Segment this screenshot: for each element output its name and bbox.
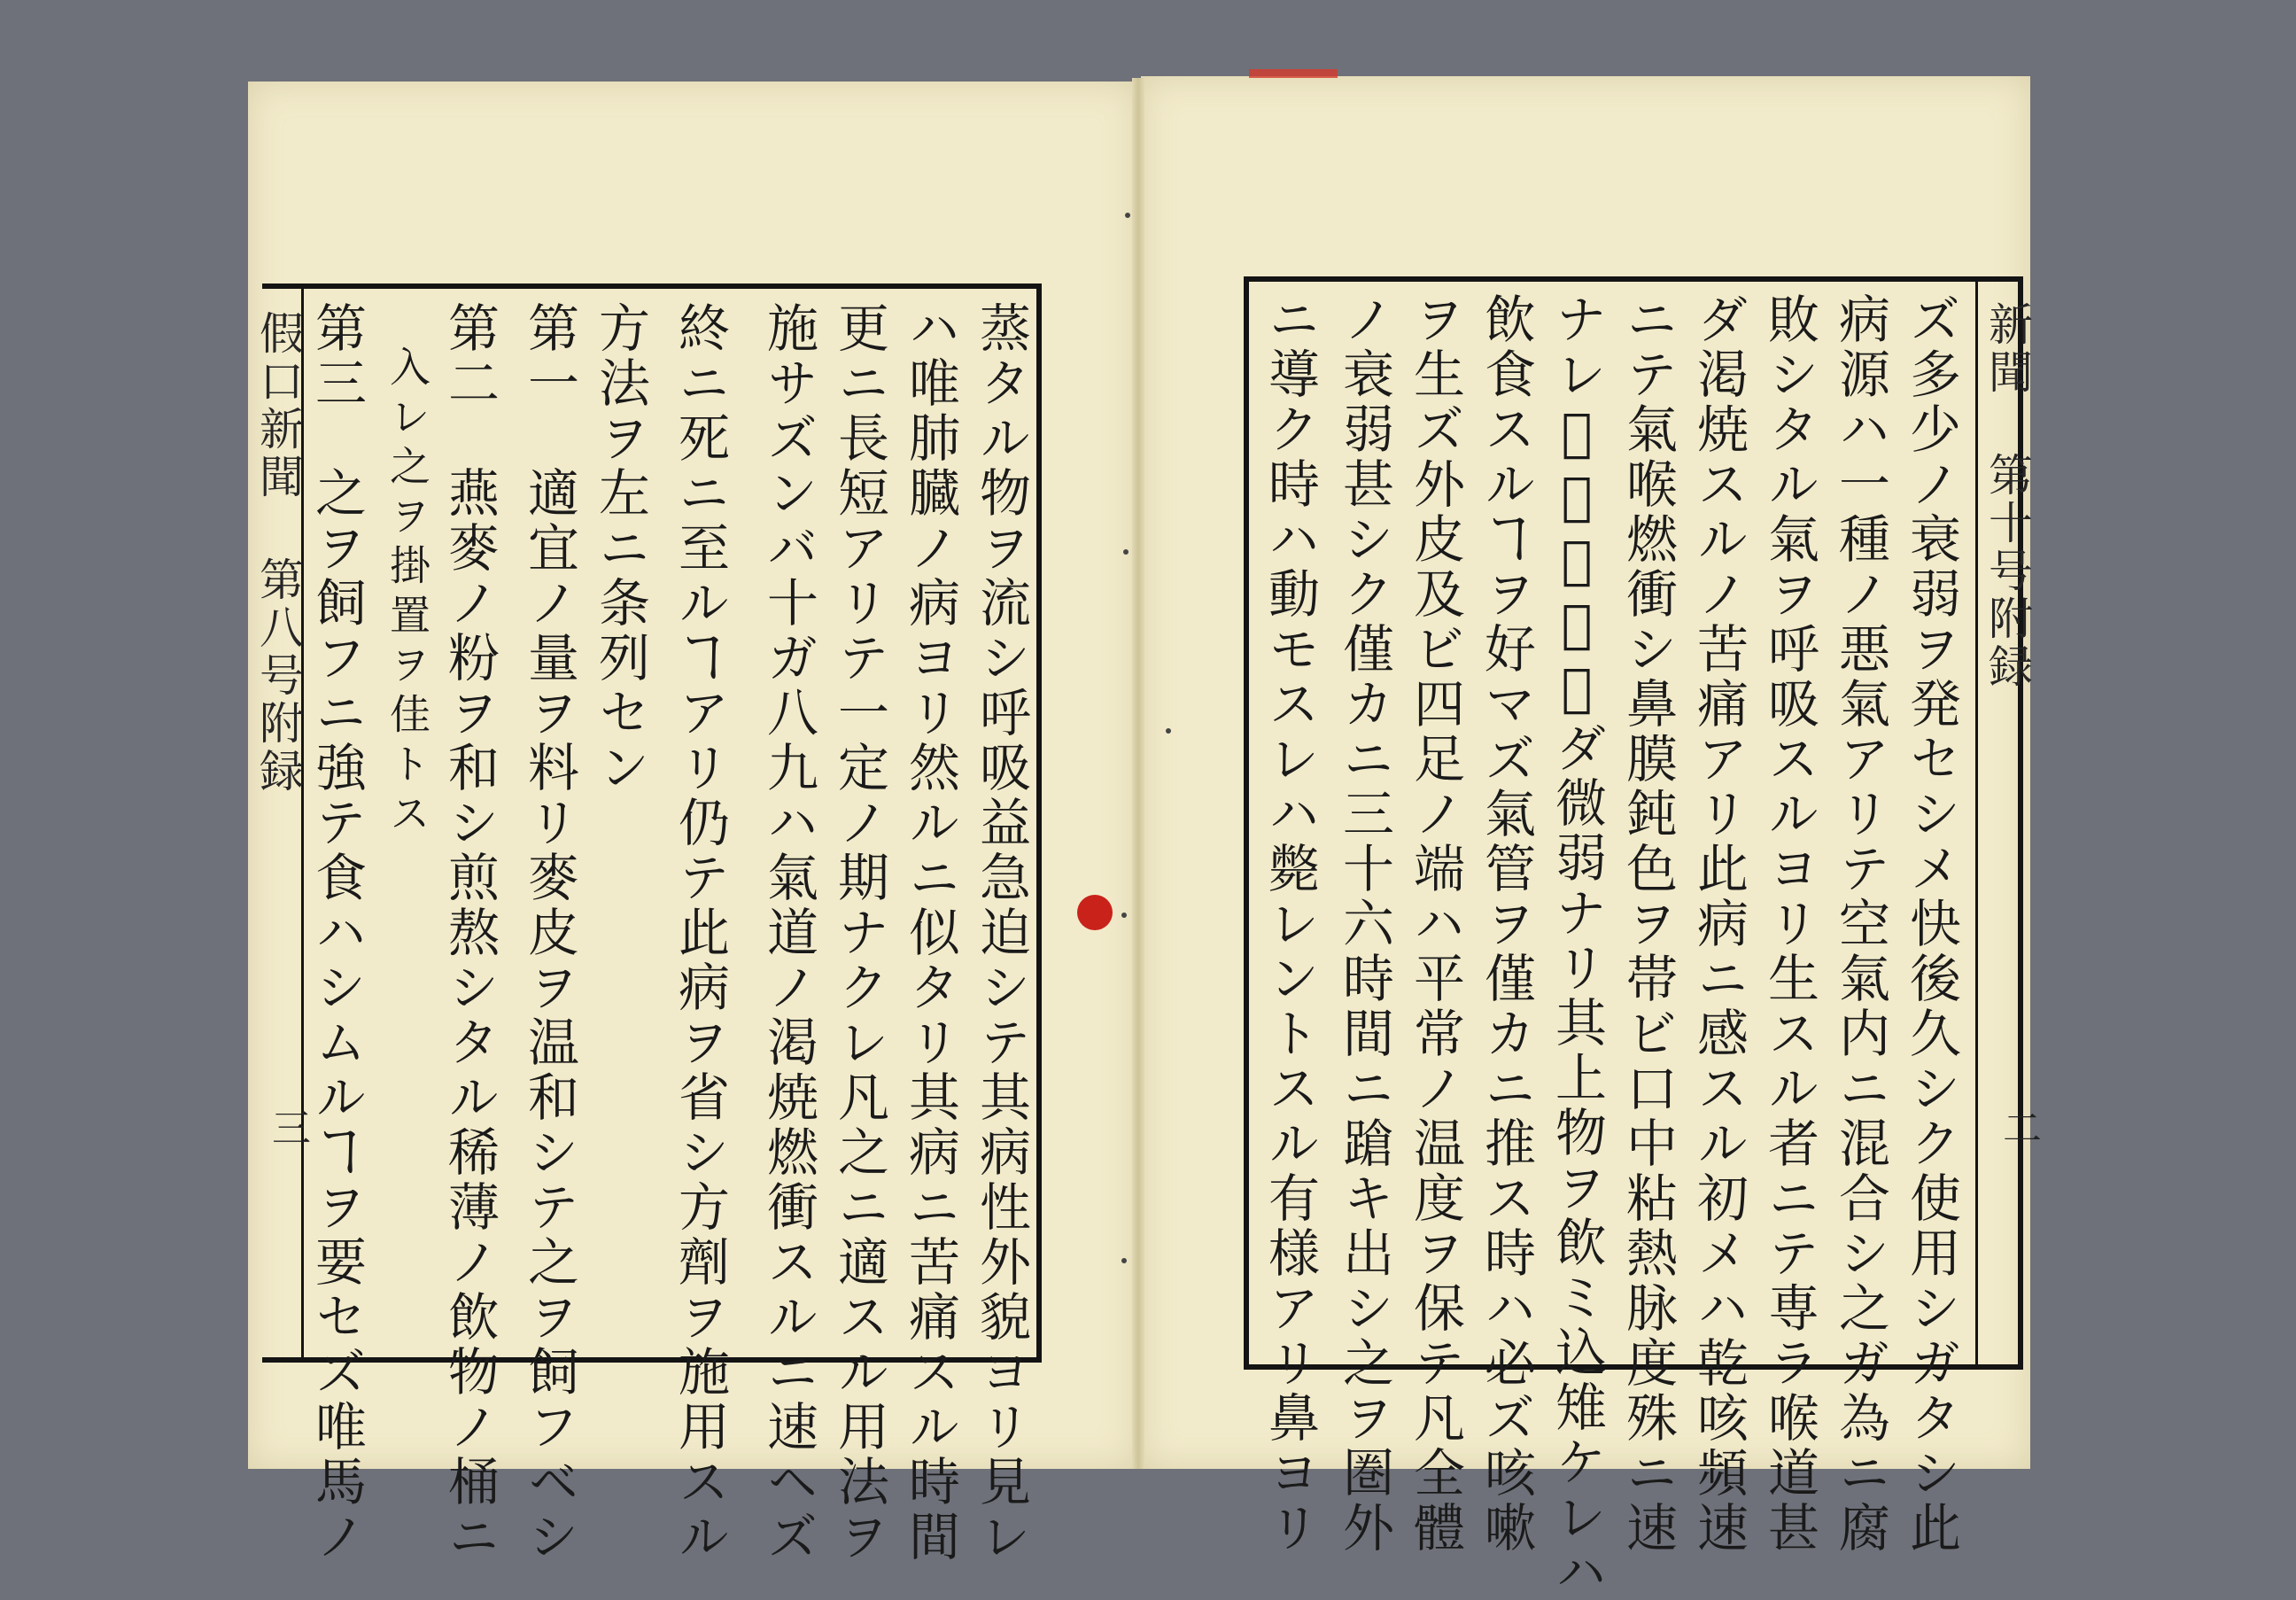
binding-hole xyxy=(1121,913,1127,918)
left-column-10: 第三 之ヲ飼フニ強テ食ハシムルヿヲ要セズ唯馬ノ xyxy=(306,301,367,1565)
right-column-9: ノ衰弱甚シク僅カニ三十六時間ニ蹌キ出シ之ヲ圏外 xyxy=(1334,292,1394,1556)
binding-hole xyxy=(1125,213,1130,218)
left-column-9: 入レ之ヲ掛置ヲ佳トス xyxy=(384,346,431,842)
left-column-1: 蒸タル物ヲ流シ呼吸益急迫シテ其病性外貌ヨリ見レ xyxy=(971,301,1031,1565)
right-column-8: ヲ生ズ外皮及ビ四足ノ端ハ平常ノ温度ヲ保テ凡全體 xyxy=(1405,292,1465,1556)
right-frame-divider xyxy=(1975,276,1978,1370)
binding-hole xyxy=(1123,549,1129,555)
left-margin-title: 假口新聞 第八号附録 xyxy=(252,310,304,796)
right-column-5: ニテ氣喉燃衝シ鼻膜鈍色ヲ帯ビ口中粘熱脉度殊ニ速 xyxy=(1617,292,1678,1556)
right-margin-title: 新聞 第十号附録 xyxy=(1982,301,2033,691)
left-page-number: 三 xyxy=(265,1107,310,1146)
right-column-1: ズ多少ノ衰弱ヲ発セシメ快後久シク使用シガタシ此 xyxy=(1901,292,1961,1556)
left-column-5: 終ニ死ニ至ルヿアリ仍テ此病ヲ省シ方劑ヲ施用スル xyxy=(670,301,730,1565)
left-column-4: 施サズンバ十ガ八九ハ氣道ノ渇焼燃衝スルニ速ヘズ xyxy=(758,301,818,1565)
right-column-2: 病源ハ一種ノ悪氣アリテ空氣内ニ混合シ之ガ為ニ腐 xyxy=(1830,292,1890,1556)
right-column-7: 飲食スルヿヲ好マズ氣管ヲ僅カニ推ス時ハ必ズ咳嗽 xyxy=(1476,292,1536,1556)
right-column-10: ニ導ク時ハ動モスレハ斃レントスル有様アリ鼻ヨリ xyxy=(1260,292,1320,1556)
red-seal-stamp xyxy=(1077,895,1113,930)
right-column-6: ナレ𪜈其動力甚ダ微弱ナリ其上物ヲ飲ミ込雉ケレハ xyxy=(1547,292,1607,1600)
binding-hole xyxy=(1166,728,1171,734)
left-column-6: 方法ヲ左ニ条列セン xyxy=(590,301,650,796)
red-seal-mark xyxy=(1249,69,1338,78)
left-column-3: 更ニ長短アリテ一定ノ期ナクレ凡之ニ適スル用法ヲ xyxy=(829,301,889,1565)
right-column-4: ダ渇焼スルノ苦痛アリ此病ニ感スル初メハ乾咳頻速 xyxy=(1688,292,1749,1556)
binding-hole xyxy=(1121,1258,1127,1263)
right-column-3: 敗シタル氣ヲ呼吸スルヨリ生スル者ニテ専ラ喉道甚 xyxy=(1759,292,1819,1556)
left-column-7: 第一 適宜ノ量ヲ料リ麥皮ヲ温和シテ之ヲ飼フベシ xyxy=(519,301,579,1565)
left-column-8: 第二 燕麥ノ粉ヲ和シ煎熬シタル稀薄ノ飲物ノ桶ニ xyxy=(439,301,500,1565)
book-gutter xyxy=(1132,78,1144,1469)
left-column-2: ハ唯肺臓ノ病ヨリ然ルニ似タリ其病ニ苦痛スル時間 xyxy=(900,301,960,1565)
right-page-number: 二 xyxy=(1996,1107,2041,1146)
